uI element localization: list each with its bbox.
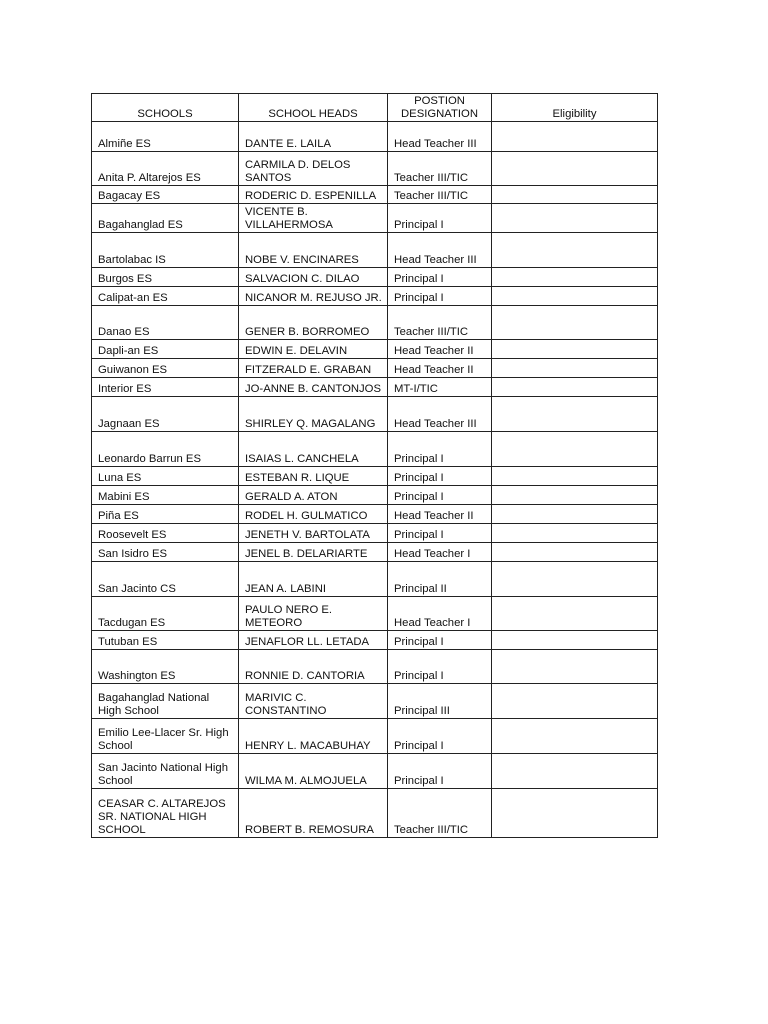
school-cell: CEASAR C. ALTAREJOS SR. NATIONAL HIGH SCHOOL — [92, 789, 239, 838]
table-row — [92, 467, 658, 486]
school-head-cell: JO-ANNE B. CANTONJOS — [239, 378, 388, 397]
school-cell: Jagnaan ES — [92, 397, 239, 432]
eligibility-cell — [492, 467, 658, 486]
school-cell: San Jacinto CS — [92, 562, 239, 597]
table-row — [92, 631, 658, 650]
table-row — [92, 524, 658, 543]
header-school-heads: SCHOOL HEADS — [239, 94, 388, 122]
eligibility-cell — [492, 650, 658, 684]
school-cell: Guiwanon ES — [92, 359, 239, 378]
school-head-cell: ESTEBAN R. LIQUE — [239, 467, 388, 486]
table-row — [92, 378, 658, 397]
school-head-cell: MARIVIC C. CONSTANTINO — [239, 684, 388, 719]
table-row — [92, 268, 658, 287]
eligibility-cell — [492, 152, 658, 186]
eligibility-cell — [492, 122, 658, 152]
school-cell: Bagacay ES — [92, 186, 239, 204]
eligibility-cell — [492, 186, 658, 204]
table-row — [92, 754, 658, 789]
school-head-cell: WILMA M. ALMOJUELA — [239, 754, 388, 789]
table-row — [92, 287, 658, 306]
eligibility-cell — [492, 754, 658, 789]
school-head-cell: VICENTE B. VILLAHERMOSA — [239, 204, 388, 233]
eligibility-cell — [492, 397, 658, 432]
table-row — [92, 432, 658, 467]
school-cell: Anita P. Altarejos ES — [92, 152, 239, 186]
school-cell: Almiñe ES — [92, 122, 239, 152]
school-cell: Interior ES — [92, 378, 239, 397]
school-head-cell: FITZERALD E. GRABAN — [239, 359, 388, 378]
school-cell: San Jacinto National High School — [92, 754, 239, 789]
table-row — [92, 597, 658, 631]
school-cell: Calipat-an ES — [92, 287, 239, 306]
position-cell: MT-I/TIC — [388, 378, 492, 397]
table-row — [92, 233, 658, 268]
position-cell: Head Teacher I — [388, 543, 492, 562]
header-schools: SCHOOLS — [92, 94, 239, 122]
school-head-cell: CARMILA D. DELOS SANTOS — [239, 152, 388, 186]
position-cell: Principal I — [388, 486, 492, 505]
school-cell: San Isidro ES — [92, 543, 239, 562]
school-head-cell: ROBERT B. REMOSURA — [239, 789, 388, 838]
position-cell: Teacher III/TIC — [388, 789, 492, 838]
position-cell: Principal I — [388, 287, 492, 306]
table-row — [92, 486, 658, 505]
school-head-cell: PAULO NERO E. METEORO — [239, 597, 388, 631]
position-cell: Head Teacher II — [388, 340, 492, 359]
school-cell: Mabini ES — [92, 486, 239, 505]
school-cell: Bagahanglad ES — [92, 204, 239, 233]
eligibility-cell — [492, 524, 658, 543]
table-row — [92, 306, 658, 340]
eligibility-cell — [492, 631, 658, 650]
table-row — [92, 789, 658, 838]
eligibility-cell — [492, 789, 658, 838]
school-head-cell: JENEL B. DELARIARTE — [239, 543, 388, 562]
position-cell: Principal III — [388, 684, 492, 719]
school-head-cell: DANTE E. LAILA — [239, 122, 388, 152]
school-head-cell: NOBE V. ENCINARES — [239, 233, 388, 268]
school-head-cell: RONNIE D. CANTORIA — [239, 650, 388, 684]
position-cell: Head Teacher II — [388, 359, 492, 378]
school-cell: Leonardo Barrun ES — [92, 432, 239, 467]
school-head-cell: RODEL H. GULMATICO — [239, 505, 388, 524]
eligibility-cell — [492, 306, 658, 340]
position-cell: Principal II — [388, 562, 492, 597]
position-cell: Principal I — [388, 719, 492, 754]
school-cell: Tacdugan ES — [92, 597, 239, 631]
eligibility-cell — [492, 378, 658, 397]
school-head-cell: SALVACION C. DILAO — [239, 268, 388, 287]
position-cell: Head Teacher III — [388, 233, 492, 268]
eligibility-cell — [492, 719, 658, 754]
position-cell: Head Teacher II — [388, 505, 492, 524]
eligibility-cell — [492, 233, 658, 268]
table-row — [92, 505, 658, 524]
table-row — [92, 543, 658, 562]
position-cell: Head Teacher III — [388, 397, 492, 432]
school-cell: Bagahanglad National High School — [92, 684, 239, 719]
school-head-cell: GERALD A. ATON — [239, 486, 388, 505]
eligibility-cell — [492, 268, 658, 287]
school-head-cell: EDWIN E. DELAVIN — [239, 340, 388, 359]
table-row — [92, 719, 658, 754]
table-row — [92, 397, 658, 432]
eligibility-cell — [492, 340, 658, 359]
eligibility-cell — [492, 684, 658, 719]
school-cell: Burgos ES — [92, 268, 239, 287]
position-cell: Principal I — [388, 204, 492, 233]
position-cell: Principal I — [388, 467, 492, 486]
table-body — [92, 122, 658, 838]
position-cell: Head Teacher III — [388, 122, 492, 152]
position-cell: Teacher III/TIC — [388, 186, 492, 204]
position-cell: Principal I — [388, 432, 492, 467]
table-row — [92, 186, 658, 204]
eligibility-cell — [492, 505, 658, 524]
school-cell: Roosevelt ES — [92, 524, 239, 543]
position-cell: Teacher III/TIC — [388, 306, 492, 340]
school-cell: Emilio Lee-Llacer Sr. High School — [92, 719, 239, 754]
table-row — [92, 359, 658, 378]
school-head-cell: SHIRLEY Q. MAGALANG — [239, 397, 388, 432]
header-position-designation: POSTION DESIGNATION — [388, 94, 492, 122]
school-cell: Tutuban ES — [92, 631, 239, 650]
table-row — [92, 204, 658, 233]
table-row — [92, 684, 658, 719]
table-row — [92, 122, 658, 152]
school-cell: Danao ES — [92, 306, 239, 340]
eligibility-cell — [492, 597, 658, 631]
school-cell: Washington ES — [92, 650, 239, 684]
school-head-cell: ISAIAS L. CANCHELA — [239, 432, 388, 467]
position-cell: Principal I — [388, 631, 492, 650]
position-cell: Teacher III/TIC — [388, 152, 492, 186]
eligibility-cell — [492, 543, 658, 562]
position-cell: Principal I — [388, 268, 492, 287]
school-head-cell: GENER B. BORROMEO — [239, 306, 388, 340]
school-cell: Dapli-an ES — [92, 340, 239, 359]
school-heads-table — [91, 93, 658, 838]
school-head-cell: JEAN A. LABINI — [239, 562, 388, 597]
school-head-cell: HENRY L. MACABUHAY — [239, 719, 388, 754]
table-row — [92, 650, 658, 684]
table-row — [92, 152, 658, 186]
header-eligibility: Eligibility — [492, 94, 658, 122]
school-head-cell: JENETH V. BARTOLATA — [239, 524, 388, 543]
eligibility-cell — [492, 486, 658, 505]
school-heads-sheet — [91, 93, 657, 838]
position-cell: Principal I — [388, 524, 492, 543]
table-header-row — [92, 94, 658, 122]
eligibility-cell — [492, 359, 658, 378]
table-row — [92, 340, 658, 359]
eligibility-cell — [492, 287, 658, 306]
school-head-cell: NICANOR M. REJUSO JR. — [239, 287, 388, 306]
school-cell: Bartolabac IS — [92, 233, 239, 268]
table-row — [92, 562, 658, 597]
eligibility-cell — [492, 204, 658, 233]
position-cell: Head Teacher I — [388, 597, 492, 631]
school-cell: Luna ES — [92, 467, 239, 486]
position-cell: Principal I — [388, 754, 492, 789]
eligibility-cell — [492, 562, 658, 597]
school-head-cell: JENAFLOR LL. LETADA — [239, 631, 388, 650]
school-head-cell: RODERIC D. ESPENILLA — [239, 186, 388, 204]
eligibility-cell — [492, 432, 658, 467]
position-cell: Principal I — [388, 650, 492, 684]
school-cell: Piña ES — [92, 505, 239, 524]
